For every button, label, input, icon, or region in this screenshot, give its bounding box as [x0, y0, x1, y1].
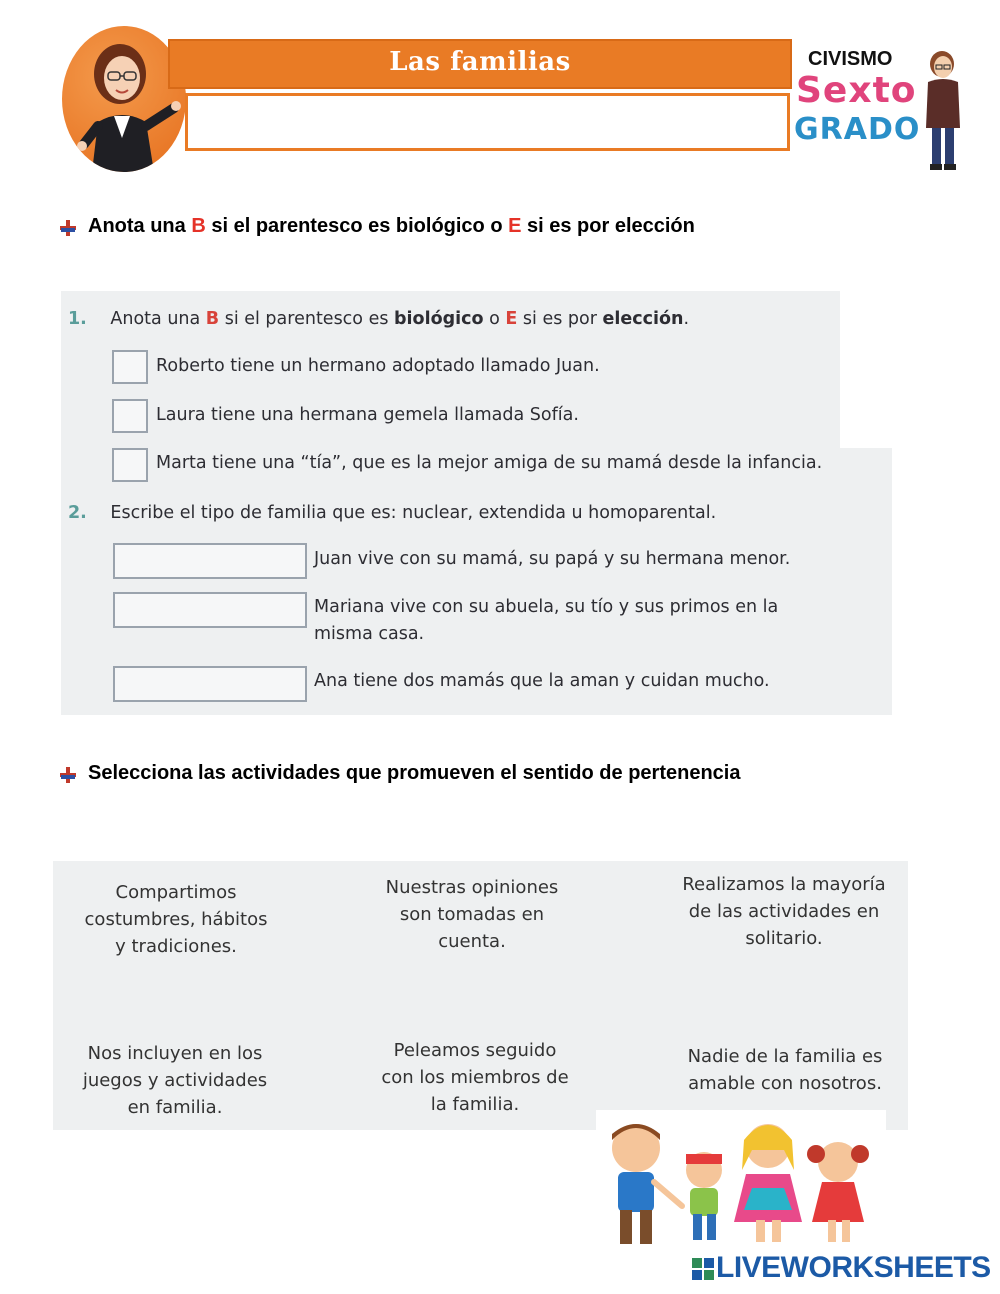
ex1-text-b: si el parentesco es — [219, 309, 395, 329]
item-3-text: Marta tiene una “tía”, que es la mejor amiga de su mamá desde la infancia. — [156, 453, 823, 473]
instruction-2: Selecciona las actividades que promueven el sentido de pertenencia — [88, 762, 741, 784]
activity-6-line1: Nadie de la familia es — [687, 1046, 883, 1067]
family-type-input-1[interactable] — [113, 543, 307, 579]
activity-4-line3: en familia. — [127, 1097, 223, 1118]
ex1-text-e: . — [683, 309, 690, 329]
liveworksheets-logo-icon — [692, 1258, 714, 1280]
exercise-1-number: 1. — [68, 309, 87, 329]
activity-4-line1: Nos incluyen en los — [87, 1043, 263, 1064]
instruction-1-letter-b: B — [191, 215, 206, 237]
ex1-text-a: Anota una — [110, 309, 206, 329]
grade-word-grado — [794, 112, 920, 147]
ex1-bold-eleccion: elección — [602, 309, 684, 329]
exercise-1-prompt — [68, 309, 689, 329]
activity-1-line2: costumbres, hábitos — [84, 909, 268, 930]
activity-5-line3: la familia. — [430, 1094, 520, 1115]
activity-3-line2: de las actividades en — [688, 901, 880, 922]
instruction-1-letter-e: E — [508, 215, 522, 237]
page-title: Las familias — [389, 47, 571, 77]
activity-6-line2: amable con nosotros. — [688, 1073, 882, 1094]
family-item-2-text-line2: misma casa. — [314, 624, 425, 644]
activity-4-line2: juegos y actividades — [82, 1070, 268, 1091]
activity-3-line3: solitario. — [745, 928, 823, 949]
teacher-figure-icon — [918, 48, 968, 174]
answer-box-1[interactable] — [112, 350, 148, 384]
ex1-bold-biologico: biológico — [394, 309, 484, 329]
answer-box-3[interactable] — [112, 448, 148, 482]
exercise-2-prompt-text: Escribe el tipo de familia que es: nuclear, extendida u homoparental. — [110, 503, 717, 523]
instruction-1-part1: Anota una — [88, 215, 192, 237]
activity-1-line1: Compartimos — [115, 882, 237, 903]
activity-option-5[interactable] — [364, 1037, 586, 1118]
exercise-2-prompt — [68, 503, 716, 523]
activity-option-1[interactable] — [66, 879, 286, 960]
activity-option-2[interactable] — [362, 874, 582, 955]
arrow-plus-icon — [58, 765, 78, 785]
family-item-2-text-line1: Mariana vive con su abuela, su tío y sus primos en la — [314, 597, 779, 617]
ex1-letter-e: E — [505, 309, 518, 329]
children-illustration — [596, 1110, 886, 1255]
activity-2-line1: Nuestras opiniones — [385, 877, 559, 898]
ex1-letter-b: B — [205, 309, 220, 329]
family-item-3-text: Ana tiene dos mamás que la aman y cuidan mucho. — [314, 671, 770, 691]
activity-2-line2: son tomadas en — [399, 904, 545, 925]
activity-5-line1: Peleamos seguido — [393, 1040, 557, 1061]
item-2-text: Laura tiene una hermana gemela llamada Sofía. — [156, 405, 579, 425]
subject-label: CIVISMO — [808, 48, 893, 70]
activity-option-6[interactable] — [672, 1043, 898, 1097]
exercise-scan-panel-extension — [840, 448, 892, 715]
instruction-1-part2: si el parentesco es biológico o — [205, 215, 509, 237]
activity-1-line3: y tradiciones. — [115, 936, 237, 957]
grade-word-grado-text: GRADO — [794, 112, 921, 147]
arrow-plus-icon — [58, 218, 78, 238]
exercise-2-number: 2. — [68, 503, 87, 523]
grade-word-sexto-text: Sexto — [796, 70, 917, 111]
answer-box-2[interactable] — [112, 399, 148, 433]
instruction-1-part3: si es por elección — [521, 215, 695, 237]
activity-2-line3: cuenta. — [438, 931, 506, 952]
family-type-input-2[interactable] — [113, 592, 307, 628]
family-type-input-3[interactable] — [113, 666, 307, 702]
grade-word-sexto — [796, 70, 917, 111]
liveworksheets-brand[interactable]: LIVEWORKSHEETS — [716, 1251, 991, 1284]
item-1-text: Roberto tiene un hermano adoptado llamado Juan. — [156, 356, 600, 376]
activity-3-line1: Realizamos la mayoría — [682, 874, 886, 895]
activity-option-4[interactable] — [64, 1040, 286, 1121]
family-item-1-text: Juan vive con su mamá, su papá y su hermana menor. — [314, 549, 791, 569]
ex1-text-c: o — [483, 309, 506, 329]
activity-option-3[interactable] — [664, 871, 904, 952]
student-name-input[interactable] — [185, 93, 790, 151]
instruction-1 — [88, 215, 695, 238]
ex1-text-d: si es por — [517, 309, 603, 329]
activity-5-line2: con los miembros de — [381, 1067, 569, 1088]
